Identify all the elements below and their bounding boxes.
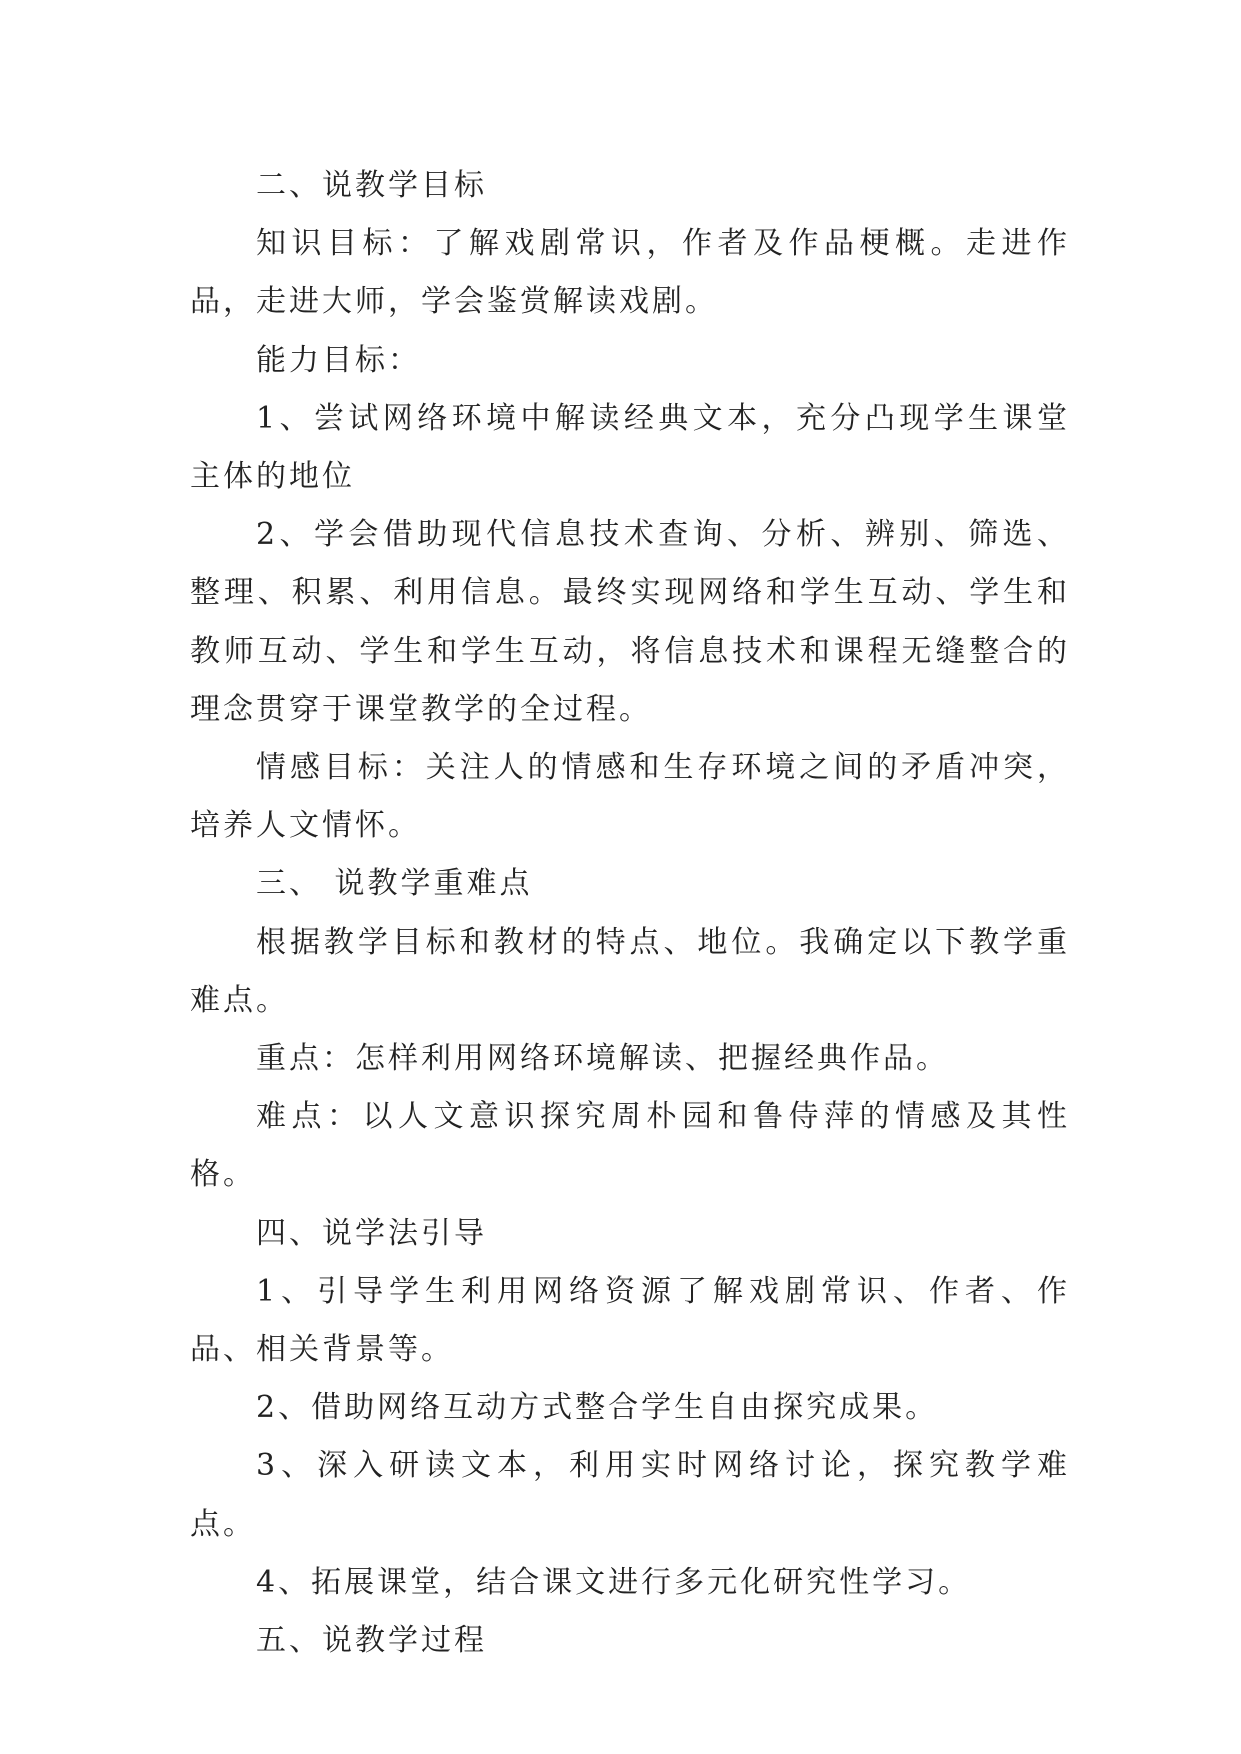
difficult-point-paragraph: 难点：以人文意识探究周朴园和鲁侍萍的情感及其性格。 bbox=[190, 1099, 1070, 1193]
ability-objective-heading: 能力目标： bbox=[256, 342, 421, 378]
knowledge-objective-paragraph: 知识目标：了解戏剧常识，作者及作品梗概。走进作品，走进大师，学会鉴赏解读戏剧。 bbox=[190, 226, 1070, 320]
ability-objective-item-1: 1、尝试网络环境中解读经典文本，充分凸现学生课堂主体的地位 bbox=[190, 400, 1070, 495]
study-guidance-item-3: 3、深入研读文本，利用实时网络讨论，探究教学难点。 bbox=[190, 1448, 1070, 1542]
document-body bbox=[190, 157, 1070, 1670]
section-heading-study-guidance: 四、说学法引导 bbox=[256, 1215, 487, 1251]
key-points-intro-paragraph: 根据教学目标和教材的特点、地位。我确定以下教学重难点。 bbox=[190, 924, 1070, 1018]
key-point-paragraph: 重点：怎样利用网络环境解读、把握经典作品。 bbox=[256, 1041, 949, 1077]
study-guidance-item-4: 4、拓展课堂，结合课文进行多元化研究性学习。 bbox=[256, 1564, 972, 1600]
section-heading-teaching-process: 五、说教学过程 bbox=[256, 1623, 487, 1659]
study-guidance-item-1: 1、引导学生利用网络资源了解戏剧常识、作者、作品、相关背景等。 bbox=[190, 1273, 1070, 1368]
section-heading-key-difficult-points: 三、 说教学重难点 bbox=[256, 866, 533, 902]
emotion-objective-paragraph: 情感目标：关注人的情感和生存环境之间的矛盾冲突，培养人文情怀。 bbox=[190, 750, 1070, 844]
study-guidance-item-2: 2、借助网络互动方式整合学生自由探究成果。 bbox=[256, 1390, 939, 1426]
section-heading-teaching-objectives: 二、说教学目标 bbox=[256, 168, 487, 203]
ability-objective-item-2: 2、学会借助现代信息技术查询、分析、辨别、筛选、整理、积累、利用信息。最终实现网络和学生互动、学生和教师互动、学生和学生互动，将信息技术和课程无缝整合的理念贯穿于课堂教学的全过程。 bbox=[190, 517, 1070, 727]
